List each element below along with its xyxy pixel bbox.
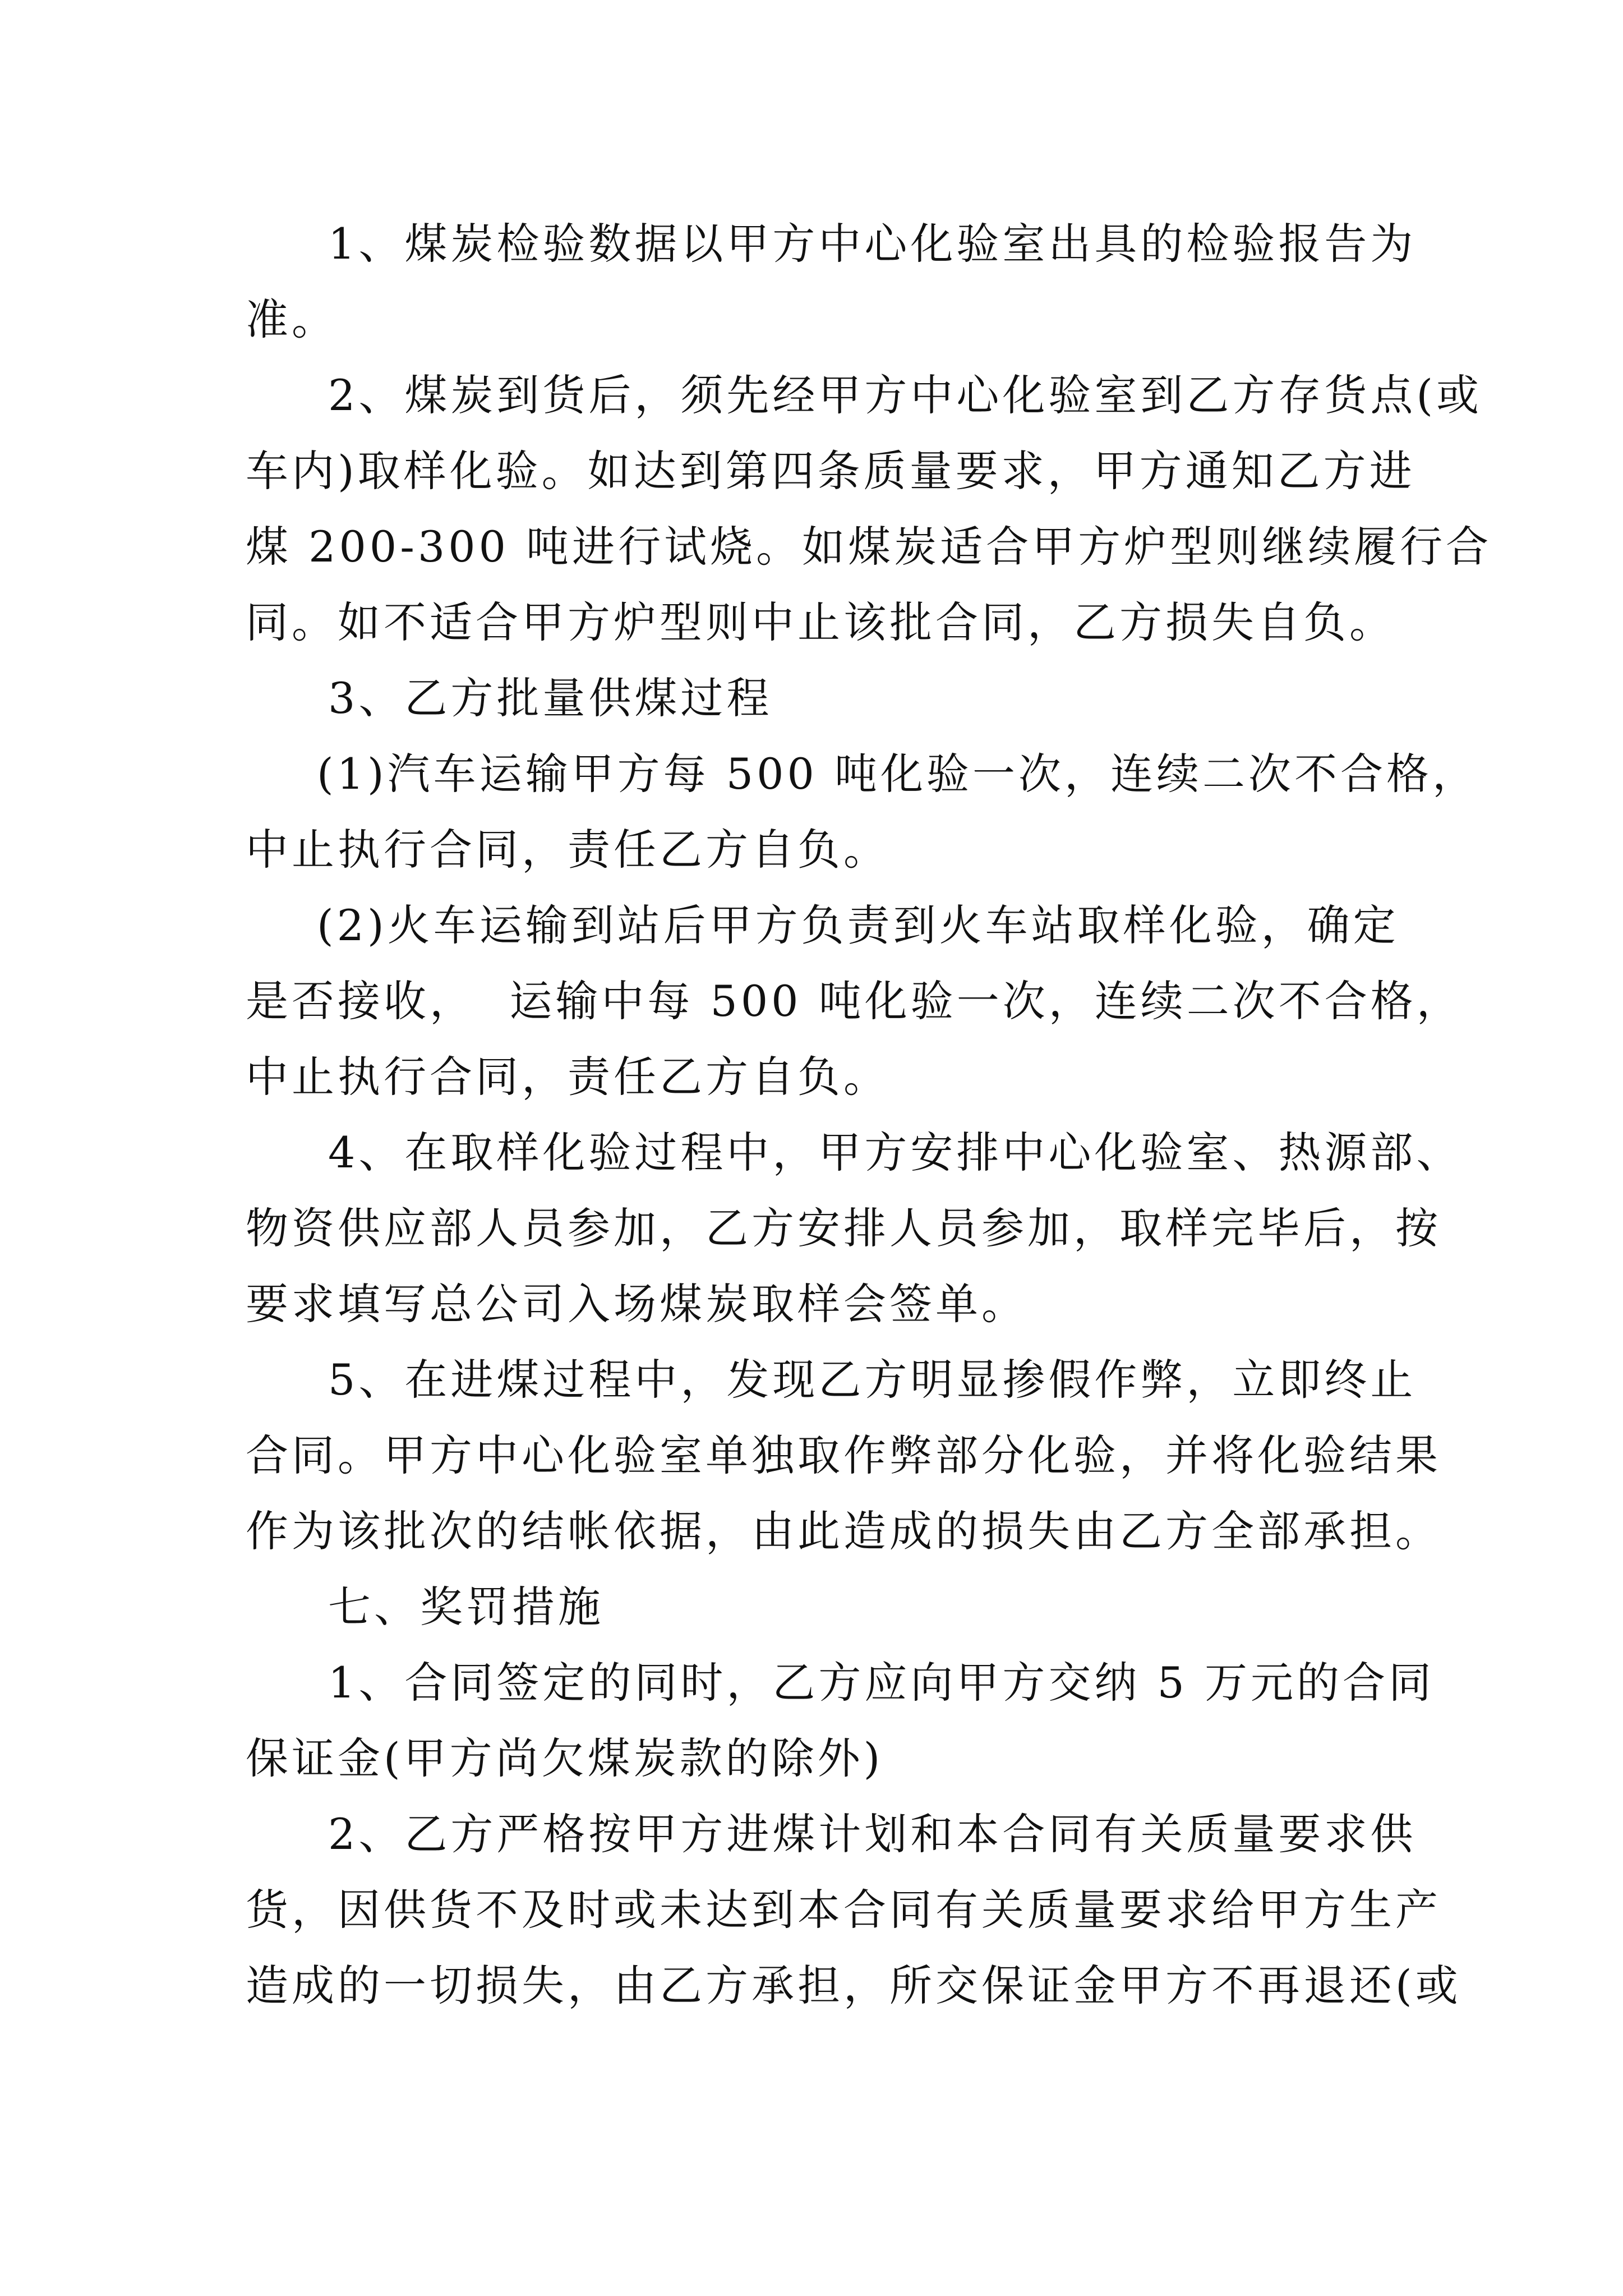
- text-line: 2、煤炭到货后，须先经甲方中心化验室到乙方存货点(或: [328, 370, 1483, 420]
- text-line: 5、在进煤过程中，发现乙方明显掺假作弊，立即终止: [328, 1355, 1417, 1405]
- text-line: 中止执行合同，责任乙方自负。: [246, 1052, 889, 1102]
- text-line: 4、在取样化验过程中，甲方安排中心化验室、热源部、: [328, 1128, 1463, 1177]
- text-line: 1、合同签定的同时，乙方应向甲方交纳 5 万元的合同: [328, 1658, 1435, 1708]
- text-line: 保证金(甲方尚欠煤炭款的除外): [246, 1733, 884, 1783]
- text-line: 合同。甲方中心化验室单独取作弊部分化验，并将化验结果: [246, 1430, 1441, 1480]
- text-line: 同。如不适合甲方炉型则中止该批合同，乙方损失自负。: [246, 597, 1395, 647]
- section-heading: 七、奖罚措施: [328, 1582, 604, 1632]
- text-line: 1、煤炭检验数据以甲方中心化验室出具的检验报告为: [328, 219, 1417, 269]
- text-line: 2、乙方严格按甲方进煤计划和本合同有关质量要求供: [328, 1809, 1417, 1859]
- text-line: (1)汽车运输甲方每 500 吨化验一次，连续二次不合格，: [317, 749, 1479, 799]
- text-line: 物资供应部人员参加，乙方安排人员参加，取样完毕后，按: [246, 1203, 1441, 1253]
- text-line: (2)火车运输到站后甲方负责到火车站取样化验，确定: [317, 900, 1399, 950]
- text-line: 车内)取样化验。如达到第四条质量要求，甲方通知乙方进: [246, 446, 1415, 496]
- text-line: 煤 200-300 吨进行试烧。如煤炭适合甲方炉型则继续履行合: [246, 522, 1492, 572]
- text-line: 造成的一切损失，由乙方承担，所交保证金甲方不再退还(或: [246, 1961, 1461, 2010]
- text-line: 是否接收， 运输中每 500 吨化验一次，连续二次不合格，: [246, 976, 1463, 1026]
- text-line: 货，因供货不及时或未达到本合同有关质量要求给甲方生产: [246, 1885, 1441, 1935]
- text-line: 3、乙方批量供煤过程: [328, 673, 773, 723]
- text-line: 作为该批次的结帐依据，由此造成的损失由乙方全部承担。: [246, 1506, 1441, 1556]
- text-line: 准。: [246, 295, 338, 344]
- text-line: 要求填写总公司入场煤炭取样会签单。: [246, 1279, 1027, 1329]
- text-line: 中止执行合同，责任乙方自负。: [246, 825, 889, 875]
